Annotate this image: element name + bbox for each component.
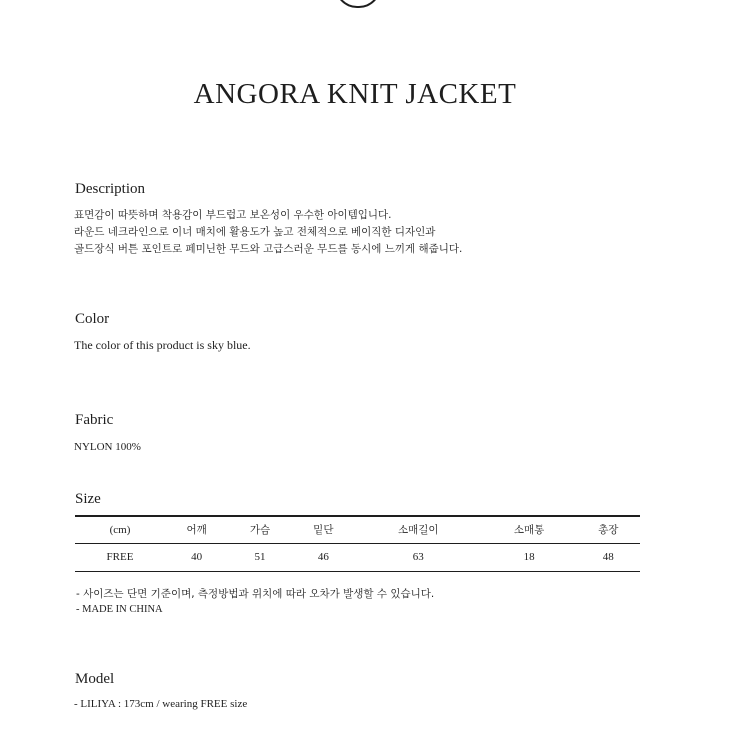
size-table-header-row bbox=[75, 516, 640, 543]
size-col-hem: 밑단 bbox=[292, 516, 355, 543]
model-text: - LILIYA : 173cm / wearing FREE size bbox=[74, 698, 248, 710]
size-col-total-length: 총장 bbox=[577, 516, 640, 543]
size-col-sleeve-width: 소매통 bbox=[482, 516, 577, 543]
description-line: 라운드 네크라인으로 이너 매치에 활용도가 높고 전체적으로 베이직한 디자인과 bbox=[74, 226, 436, 238]
size-col-unit: (cm) bbox=[75, 516, 165, 543]
description-line: 표면감이 따뜻하며 착용감이 부드럽고 보온성이 우수한 아이템입니다. bbox=[74, 209, 392, 221]
size-note: - MADE IN CHINA bbox=[76, 604, 163, 615]
table-row bbox=[75, 543, 640, 571]
size-cell: FREE bbox=[75, 543, 165, 571]
description-heading: Description bbox=[75, 181, 145, 197]
size-cell: 40 bbox=[165, 543, 228, 571]
color-heading: Color bbox=[75, 311, 110, 327]
model-heading: Model bbox=[75, 671, 115, 687]
size-cell: 18 bbox=[482, 543, 577, 571]
product-title: ANGORA KNIT JACKET bbox=[193, 78, 517, 110]
size-cell: 51 bbox=[228, 543, 291, 571]
size-col-shoulder: 어깨 bbox=[165, 516, 228, 543]
description-text bbox=[74, 207, 462, 258]
size-heading: Size bbox=[75, 491, 101, 507]
color-text: The color of this product is sky blue. bbox=[74, 338, 251, 352]
brand-logo-icon bbox=[335, 0, 381, 8]
size-cell: 48 bbox=[577, 543, 640, 571]
fabric-text: NYLON 100% bbox=[74, 441, 141, 453]
size-col-chest: 가슴 bbox=[228, 516, 291, 543]
size-col-sleeve-length: 소매길이 bbox=[355, 516, 482, 543]
fabric-heading: Fabric bbox=[75, 412, 114, 428]
size-notes bbox=[76, 587, 434, 617]
size-table bbox=[75, 515, 640, 572]
size-cell: 46 bbox=[292, 543, 355, 571]
size-cell: 63 bbox=[355, 543, 482, 571]
description-line: 골드장식 버튼 포인트로 페미닌한 무드와 고급스러운 무드를 동시에 느끼게 해줍니다. bbox=[74, 243, 463, 255]
size-note: - 사이즈는 단면 기준이며, 측정방법과 위치에 따라 오차가 발생할 수 있습니다. bbox=[76, 588, 435, 600]
